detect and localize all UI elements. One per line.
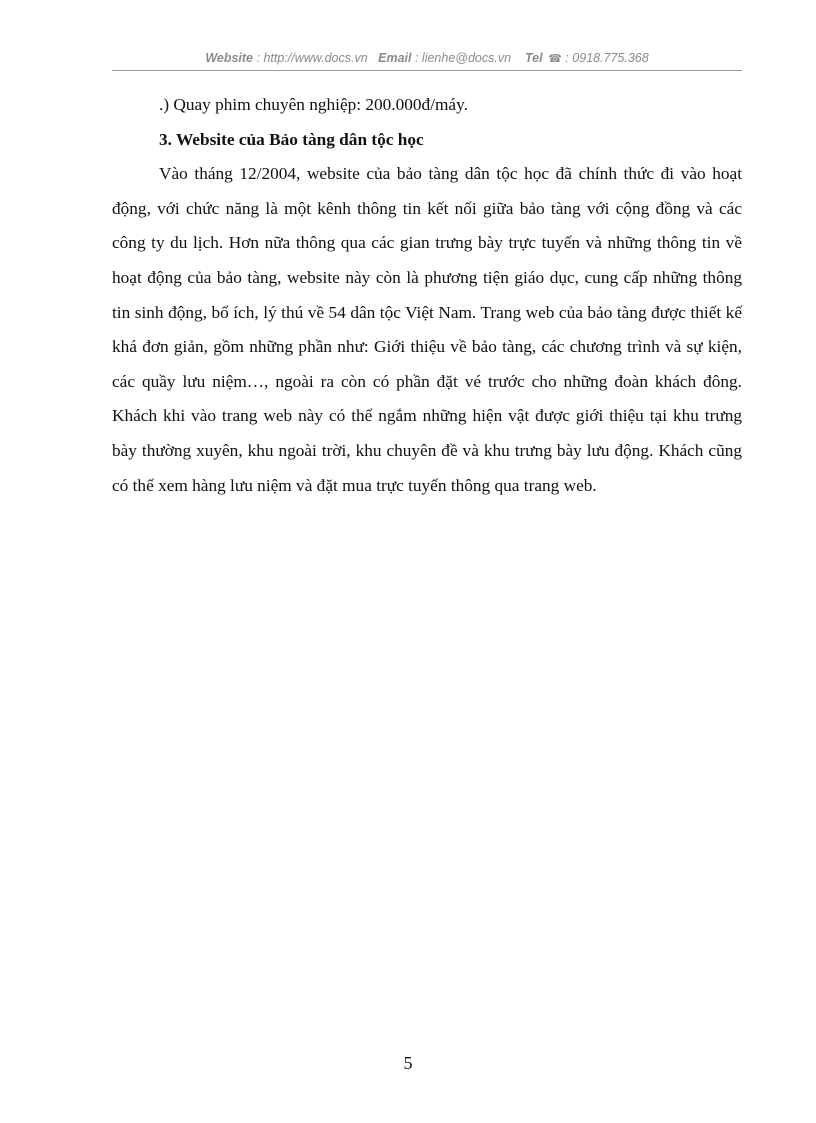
tel-number: 0918.775.368 [572, 51, 649, 65]
email-address: lienhe@docs.vn [421, 51, 512, 65]
email-separator: : [414, 51, 422, 65]
page-number: 5 [403, 1053, 413, 1073]
email-label: Email [378, 51, 412, 65]
website-label: Website [205, 51, 254, 65]
website-separator: : [256, 51, 264, 65]
section-heading: 3. Website của Bảo tàng dân tộc học [159, 129, 424, 149]
page-header [112, 51, 742, 65]
price-line: .) Quay phim chuyên nghiệp: 200.000đ/máy. [159, 95, 468, 114]
website-url: http://www.docs.vn [263, 51, 368, 65]
body-paragraph: Vào tháng 12/2004, website của bảo tàng dân tộc học đã chính thức đi vào hoạt động, với chức năng là một kênh thông tin kết nối giữa bảo tàng với cộng đồng và các công ty du lịch. Hơn nữa thông qua các gian trưng bày trực tuyến và những thông tin về hoạt động của bảo tàng, website này còn là phương tiện giáo dục, cung cấp những thông tin sinh động, bổ ích, lý thú về 54 dân tộc Việt Nam. Trang web của bảo tàng được thiết kế khá đơn giản, gồm những phần như: Giới thiệu về bảo tàng, các chương trình và sự kiện, các quầy lưu niệm…, ngoài ra còn có phần đặt vé trước cho những đoàn khách đông. Khách khi vào trang web này có thể ngắm những hiện vật được giới thiệu tại khu trưng bày thường xuyên, khu ngoài trời, khu chuyên đề và khu trưng bày lưu động. Khách cũng có thể xem hàng lưu niệm và đặt mua trực tuyến thông qua trang web. [112, 164, 742, 495]
tel-separator: : [565, 51, 573, 65]
phone-icon: ☎ [548, 53, 562, 65]
tel-label: Tel [524, 51, 543, 65]
document-body [112, 88, 742, 503]
header-divider [112, 70, 742, 71]
